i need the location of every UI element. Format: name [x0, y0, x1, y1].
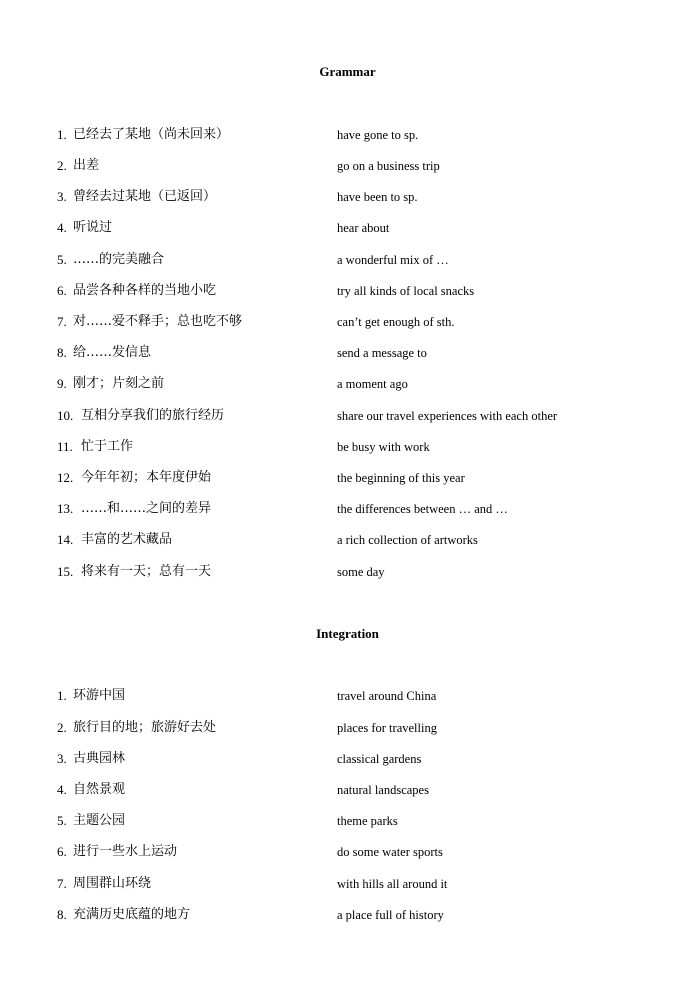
chinese-phrase: ……的完美融合	[73, 252, 165, 267]
chinese-phrase: 丰富的艺术藏品	[81, 532, 173, 547]
english-phrase: the differences between … and …	[337, 502, 508, 516]
item-number: 10.	[57, 408, 74, 423]
vocab-row	[57, 749, 677, 769]
english-phrase: can’t get enough of sth.	[337, 315, 455, 329]
vocab-row	[57, 780, 677, 800]
vocab-row	[57, 156, 677, 176]
english-phrase: places for travelling	[337, 721, 437, 735]
item-number: 3.	[57, 751, 67, 766]
chinese-phrase: 进行一些水上运动	[73, 844, 178, 859]
vocab-row	[57, 250, 677, 270]
chinese-phrase: 忙于工作	[81, 439, 134, 454]
english-phrase: classical gardens	[337, 752, 422, 766]
item-number: 4.	[57, 220, 67, 235]
vocab-row	[57, 468, 677, 488]
english-phrase: a place full of history	[337, 908, 444, 922]
english-phrase: with hills all around it	[337, 877, 448, 891]
english-phrase: travel around China	[337, 689, 437, 703]
item-number: 3.	[57, 189, 67, 204]
item-number: 15.	[57, 564, 74, 579]
item-number: 13.	[57, 501, 74, 516]
vocab-row	[57, 374, 677, 394]
vocab-row	[57, 437, 677, 457]
chinese-phrase: 听说过	[73, 220, 113, 235]
section-title-grammar: Grammar	[319, 64, 376, 79]
vocab-row	[57, 686, 677, 706]
vocab-row	[57, 905, 677, 925]
vocab-row	[57, 406, 677, 426]
vocab-row	[57, 842, 677, 862]
chinese-phrase: 古典园林	[73, 751, 126, 766]
english-phrase: have gone to sp.	[337, 128, 419, 142]
item-number: 2.	[57, 158, 67, 173]
section-title-integration: Integration	[316, 626, 379, 641]
english-phrase: do some water sports	[337, 845, 443, 859]
vocab-row	[57, 343, 677, 363]
item-number: 6.	[57, 844, 67, 859]
item-number: 5.	[57, 813, 67, 828]
item-number: 11.	[57, 439, 73, 454]
vocab-row	[57, 281, 677, 301]
chinese-phrase: 互相分享我们的旅行经历	[81, 408, 225, 423]
english-phrase: theme parks	[337, 814, 398, 828]
english-phrase: a wonderful mix of …	[337, 253, 449, 267]
item-number: 6.	[57, 283, 67, 298]
chinese-phrase: 曾经去过某地（已返回）	[73, 189, 217, 204]
english-phrase: the beginning of this year	[337, 471, 465, 485]
english-phrase: share our travel experiences with each other	[337, 409, 558, 423]
chinese-phrase: 环游中国	[73, 688, 126, 703]
chinese-phrase: 主题公园	[73, 813, 126, 828]
english-phrase: a moment ago	[337, 377, 408, 391]
english-phrase: be busy with work	[337, 440, 430, 454]
item-number: 5.	[57, 252, 67, 267]
chinese-phrase: ……和……之间的差异	[81, 501, 212, 516]
vocab-row	[57, 187, 677, 207]
chinese-phrase: 旅行目的地；旅游好去处	[73, 720, 217, 735]
chinese-phrase: 将来有一天；总有一天	[81, 564, 212, 579]
item-number: 9.	[57, 376, 67, 391]
item-number: 7.	[57, 314, 67, 329]
item-number: 2.	[57, 720, 67, 735]
vocab-row	[57, 874, 677, 894]
vocab-row	[57, 499, 677, 519]
english-phrase: try all kinds of local snacks	[337, 284, 475, 298]
item-number: 12.	[57, 470, 74, 485]
chinese-phrase: 今年年初；本年度伊始	[81, 470, 212, 485]
english-phrase: have been to sp.	[337, 190, 418, 204]
english-phrase: send a message to	[337, 346, 427, 360]
item-number: 8.	[57, 345, 67, 360]
chinese-phrase: 已经去了某地（尚未回来）	[73, 127, 230, 142]
chinese-phrase: 品尝各种各样的当地小吃	[73, 283, 217, 298]
item-number: 7.	[57, 876, 67, 891]
english-phrase: natural landscapes	[337, 783, 429, 797]
item-number: 1.	[57, 127, 67, 142]
item-number: 8.	[57, 907, 67, 922]
vocab-row	[57, 218, 677, 238]
english-phrase: go on a business trip	[337, 159, 440, 173]
item-number: 4.	[57, 782, 67, 797]
item-number: 1.	[57, 688, 67, 703]
vocab-row	[57, 718, 677, 738]
vocab-row	[57, 312, 677, 332]
english-phrase: some day	[337, 565, 385, 579]
vocab-row	[57, 125, 677, 145]
english-phrase: hear about	[337, 221, 390, 235]
vocab-row	[57, 530, 677, 550]
english-phrase: a rich collection of artworks	[337, 533, 478, 547]
item-number: 14.	[57, 532, 74, 547]
vocab-row	[57, 811, 677, 831]
chinese-phrase: 对……爱不释手；总也吃不够	[73, 314, 243, 329]
chinese-phrase: 周围群山环绕	[73, 876, 152, 891]
chinese-phrase: 自然景观	[73, 782, 126, 797]
chinese-phrase: 刚才；片刻之前	[73, 376, 165, 391]
chinese-phrase: 给……发信息	[73, 345, 152, 360]
chinese-phrase: 充满历史底蕴的地方	[73, 907, 191, 922]
chinese-phrase: 出差	[73, 158, 100, 173]
vocab-row	[57, 562, 677, 582]
